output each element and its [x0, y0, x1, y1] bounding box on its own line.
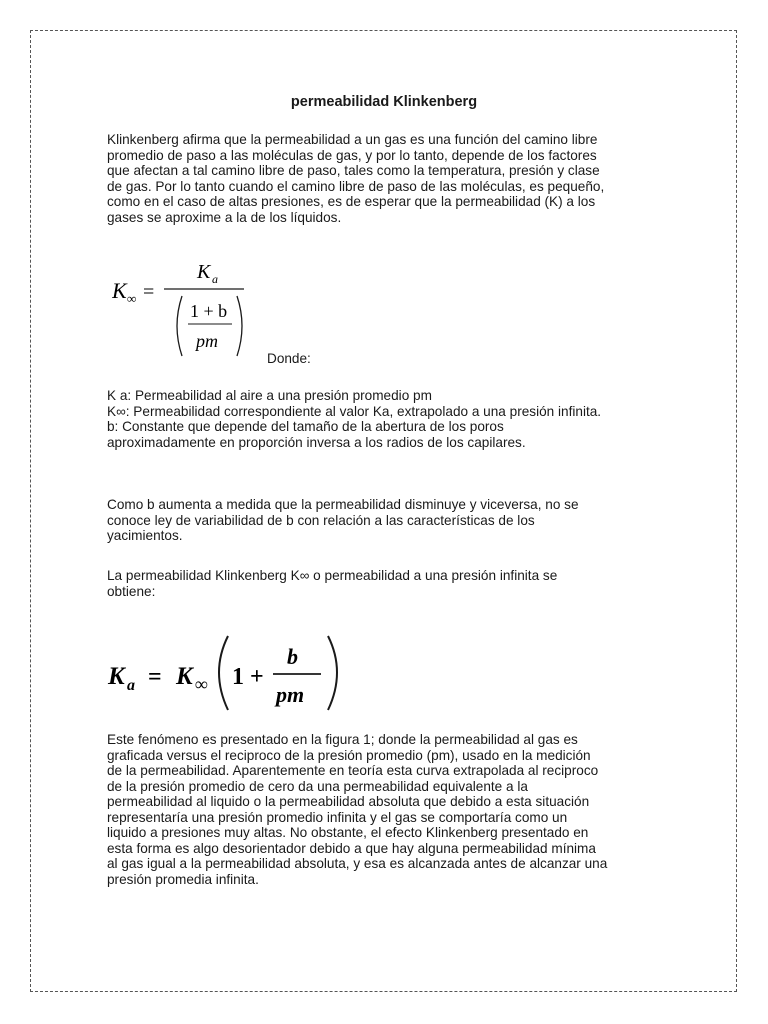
donde-label: Donde: [267, 351, 311, 366]
para3-line: La permeabilidad Klinkenberg K∞ o permeabilidad a una presión infinita se [107, 568, 558, 583]
intro-line: Klinkenberg afirma que la permeabilidad a un gas es una función del camino libre [107, 132, 598, 147]
intro-line: que afectan a tal camino libre de paso, tales como la temperatura, presión y clase [107, 163, 600, 178]
klinkenberg-equation-1 [112, 258, 262, 364]
definition-k-infinity: K∞: Permeabilidad correspondiente al valor Ka, extrapolado a una presión infinita. [107, 403, 602, 419]
para2-line: yacimientos. [107, 528, 183, 543]
eq2-right-paren [328, 636, 337, 710]
definitions-list [107, 388, 667, 450]
intro-line: como en el caso de altas presiones, es de esperar que la permeabilidad (K) a los [107, 194, 596, 209]
eq2-lhs-sub: a [127, 677, 135, 694]
eq1-inner-numerator: 1 + b [190, 301, 228, 321]
para4-line: presión promedia infinita. [107, 871, 259, 887]
para4-line: esta forma es algo desorientador debido a que hay alguna permeabilidad mínima [107, 840, 596, 856]
para4-line: al gas igual a la permeabilidad absoluta, y esa es alcanzada antes de alcanzar una [107, 856, 608, 871]
eq2-factor-sub: ∞ [195, 674, 208, 694]
eq1-numerator: K [197, 261, 211, 283]
eq1-inner-denominator: pm [196, 331, 218, 351]
eq1-numerator-sub: a [212, 272, 218, 286]
para3-line: obtiene: [107, 583, 156, 599]
eq2-equals: = [148, 664, 162, 690]
klinkenberg-equation-2 [106, 632, 346, 714]
eq2-one-plus: 1 + [232, 664, 264, 690]
eq1-lhs-sub: ∞ [127, 291, 137, 306]
definition-b-cont: aproximadamente en proporción inversa a los radios de los capilares. [107, 434, 526, 450]
eq2-denominator: pm [276, 682, 305, 707]
para4-line: liquido a presiones muy altas. No obstante, el efecto Klinkenberg presentado en [107, 825, 589, 840]
eq2-factor: K [176, 663, 193, 690]
para4-line: Este fenómeno es presentado en la figura 1; donde la permeabilidad al gas es [107, 732, 578, 747]
eq1-right-paren [237, 296, 242, 356]
eq1-equals: = [143, 281, 155, 303]
para2-line: conoce ley de variabilidad de b con relación a las características de los [107, 512, 535, 528]
eq1-lhs: K [112, 278, 127, 303]
eq2-lhs: K [108, 663, 125, 690]
para4-line: permeabilidad al liquido o la permeabilidad absoluta que debido a esta situación [107, 794, 590, 809]
definition-b: b: Constante que depende del tamaño de la abertura de los poros [107, 419, 504, 434]
paragraph-4 [107, 732, 667, 887]
eq2-numerator: b [287, 644, 298, 669]
document-title: permeabilidad Klinkenberg [290, 94, 478, 110]
eq2-left-paren [219, 636, 228, 710]
intro-line: gases se aproxime a la de los líquidos. [107, 209, 342, 225]
eq1-left-paren [177, 296, 182, 356]
intro-line: de gas. Por lo tanto cuando el camino libre de paso de las moléculas, es pequeño, [107, 178, 605, 194]
paragraph-2 [107, 497, 667, 544]
intro-paragraph [107, 132, 667, 225]
intro-line: promedio de paso a las moléculas de gas, y por lo tanto, depende de los factores [107, 147, 597, 163]
para4-line: representaría una presión promedio infinita y el gas se comportaría como un [107, 809, 568, 825]
para4-line: de la permeabilidad. Aparentemente en teoría esta curva extrapolada al reciproco [107, 763, 599, 778]
para4-line: de la presión promedio de cero da una permeabilidad equivalente a la [107, 778, 528, 794]
para2-line: Como b aumenta a medida que la permeabilidad disminuye y viceversa, no se [107, 497, 579, 512]
definition-ka: K a: Permeabilidad al aire a una presión promedio pm [107, 388, 432, 403]
para4-line: graficada versus el reciproco de la presión promedio (pm), usado en la medición [107, 747, 591, 763]
paragraph-3 [107, 568, 667, 599]
